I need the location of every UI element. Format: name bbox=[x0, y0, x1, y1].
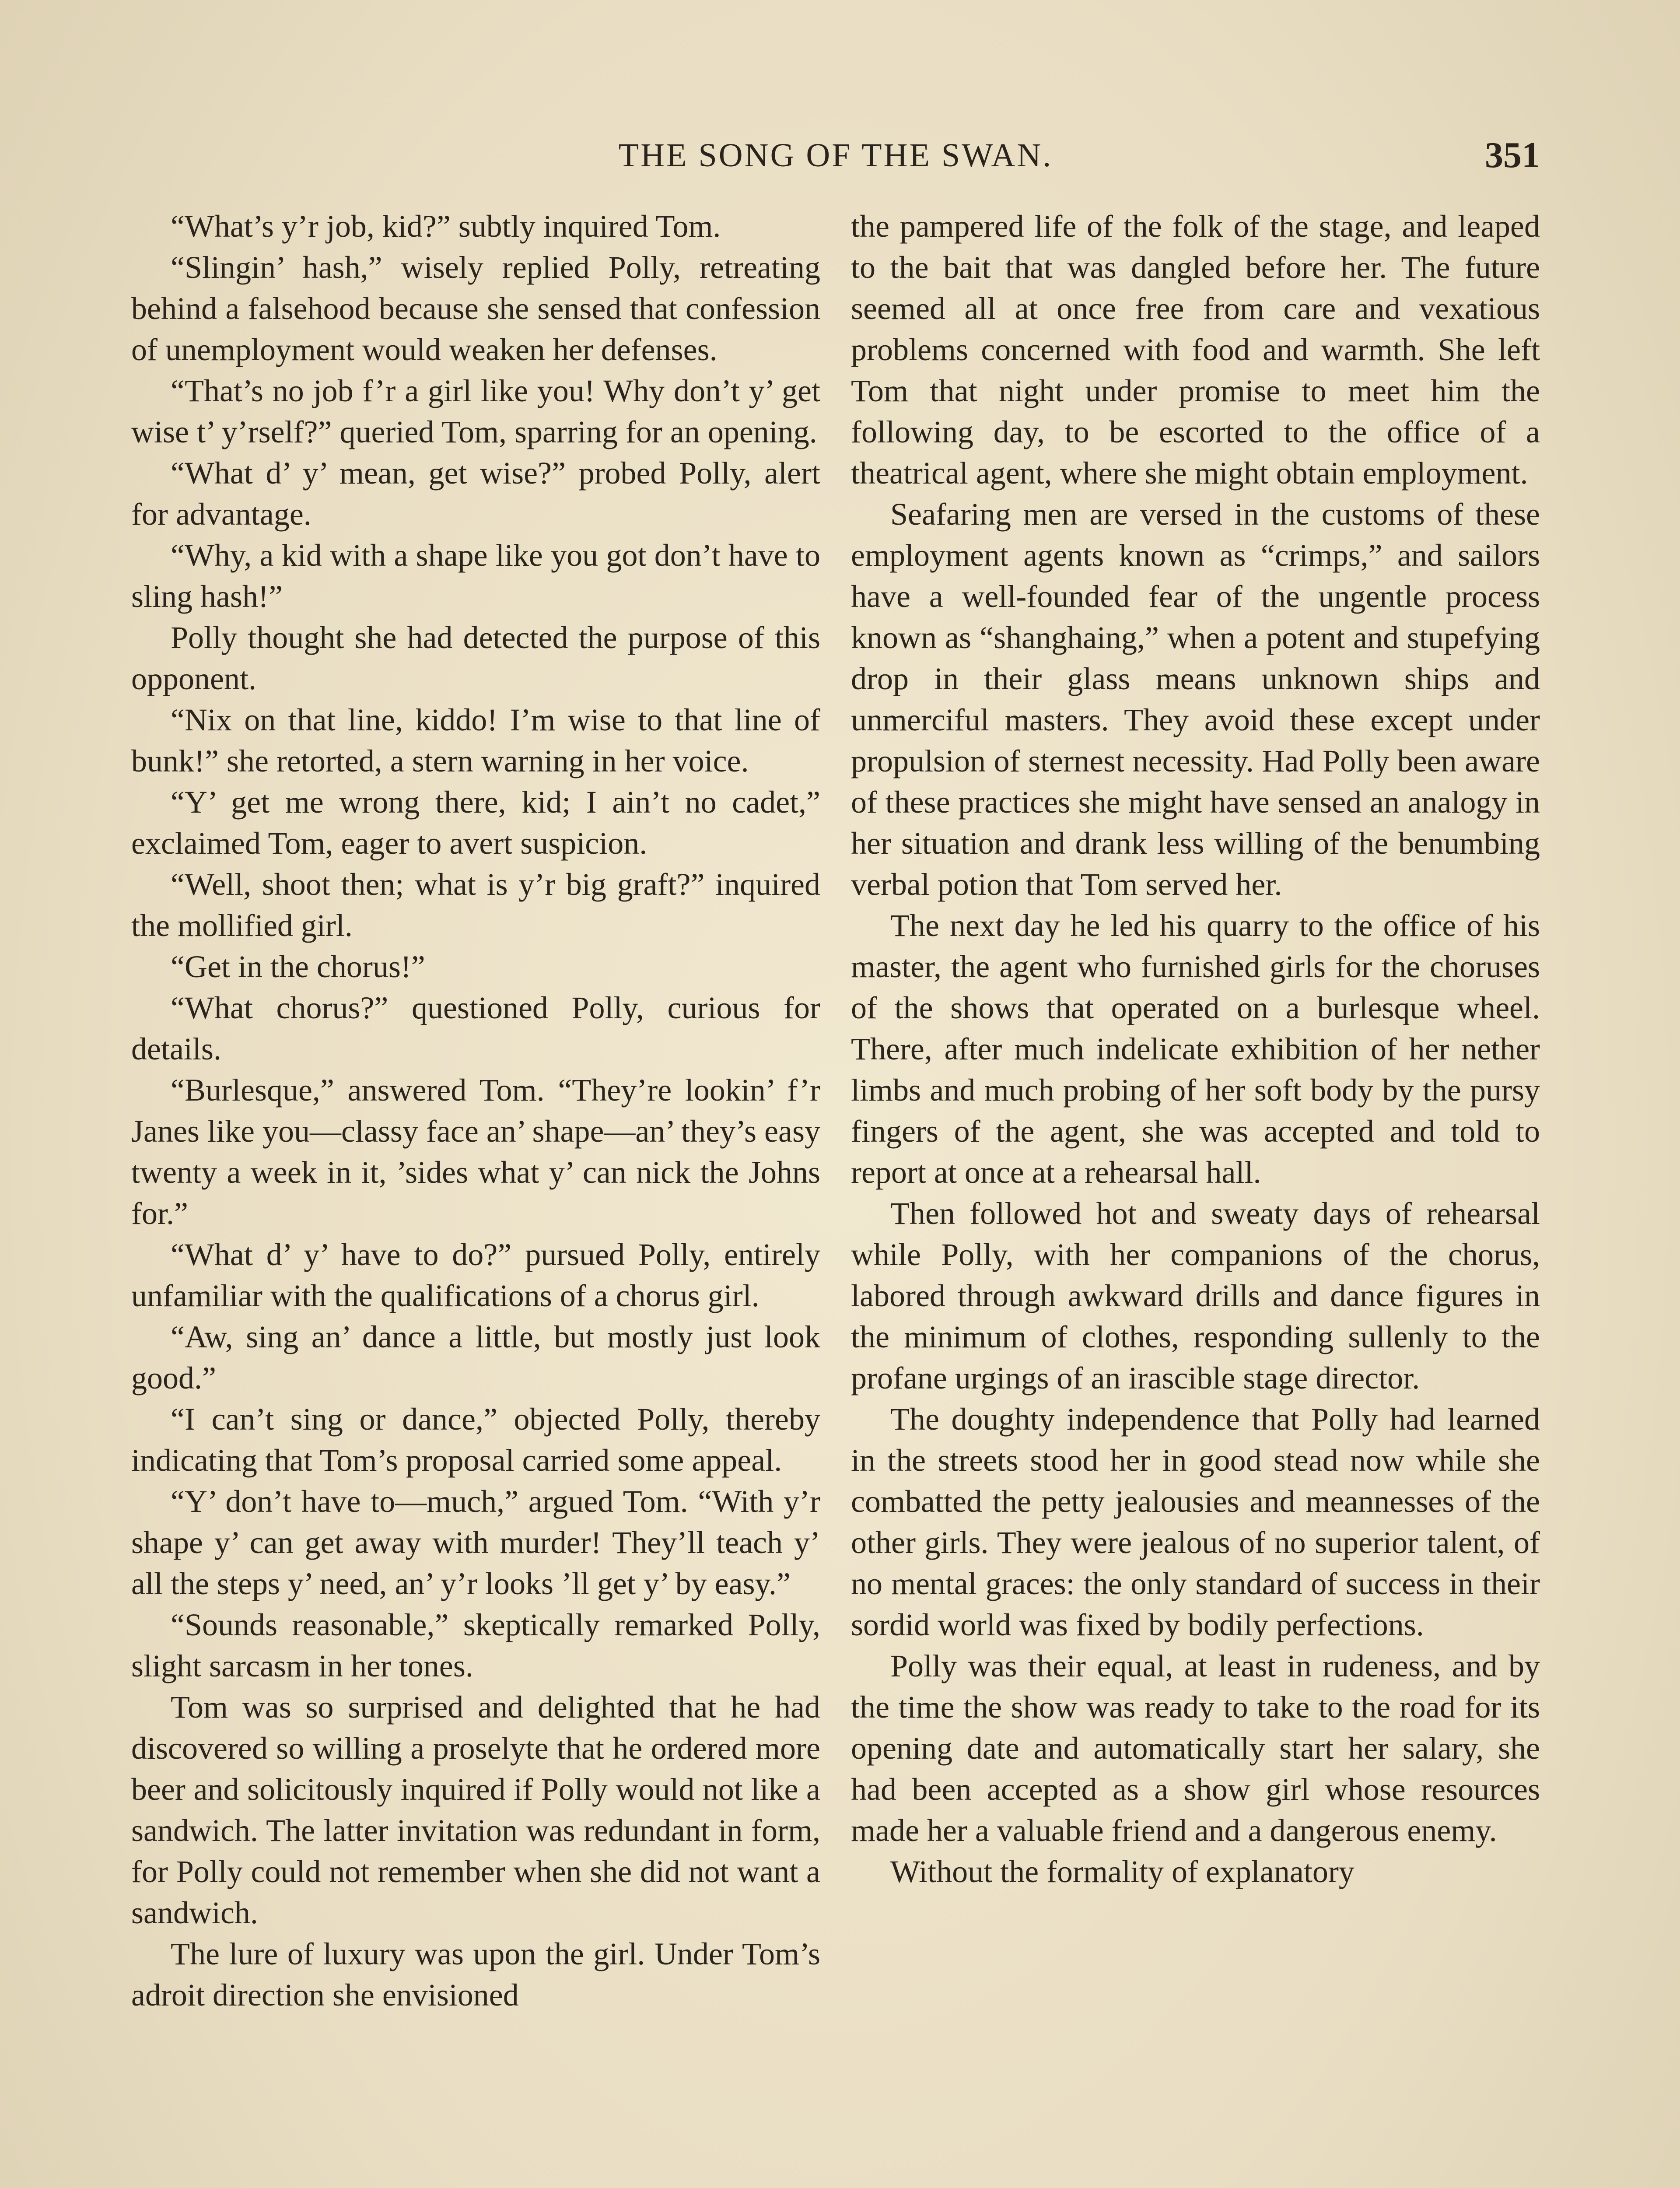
page-number: 351 bbox=[1485, 135, 1540, 175]
paragraph: “That’s no job f’r a girl like you! Why don’t y’ get wise t’ y’rself?” queried Tom, sparring for an opening. bbox=[131, 373, 820, 449]
paragraph: Polly was their equal, at least in rudeness, and by the time the show was ready to take to the road for its opening date and automatically start her salary, she had been accepted as a show girl whose resources made her a valuable friend and a dangerous enemy. bbox=[851, 1648, 1540, 1848]
paragraph: The lure of luxury was upon the girl. Under Tom’s adroit direction she envisioned bbox=[131, 1936, 820, 2013]
paragraph: “Sounds reasonable,” skeptically remarked Polly, slight sarcasm in her tones. bbox=[131, 1607, 820, 1683]
left-text-column bbox=[131, 206, 820, 2016]
paragraph: “Slingin’ hash,” wisely replied Polly, retreating behind a falsehood because she sensed that confession of unemployment would weaken her defenses. bbox=[131, 250, 820, 367]
paragraph: “What’s y’r job, kid?” subtly inquired Tom. bbox=[171, 209, 721, 244]
paragraph: “Burlesque,” answered Tom. “They’re lookin’ f’r Janes like you—classy face an’ shape—an’ they’s easy twenty a week in it, ’sides what y’ can nick the Johns for.” bbox=[131, 1073, 820, 1231]
paragraph: Tom was so surprised and delighted that he had discovered so willing a proselyte that he ordered more beer and solicitously inquired if Polly would not like a sandwich. The latter invitation was redundant in form, for Polly could not remember when she did not want a sandwich. bbox=[131, 1690, 820, 1930]
paragraph: Seafaring men are versed in the customs of these employment agents known as “crimps,” and sailors have a well-founded fear of the ungentle process known as “shanghaing,” when a potent and stupefying drop in their glass means unknown ships and unmerciful masters. They avoid these except under propulsion of sternest necessity. Had Polly been aware of these practices she might have sensed an analogy in her situation and drank less willing of the benumbing verbal potion that Tom served her. bbox=[851, 497, 1540, 902]
paragraph: Polly thought she had detected the purpose of this opponent. bbox=[131, 620, 820, 696]
paragraph: the pampered life of the folk of the stage, and leaped to the bait that was dangled before her. The future seemed all at once free from care and vexatious problems concerned with food and warmth. She left Tom that night under promise to meet him the following day, to be escorted to the office of a theatrical agent, where she might obtain employment. bbox=[851, 209, 1540, 491]
paragraph: “What d’ y’ mean, get wise?” probed Polly, alert for advantage. bbox=[131, 456, 820, 532]
paragraph: “Aw, sing an’ dance a little, but mostly just look good.” bbox=[131, 1319, 820, 1396]
running-title: THE SONG OF THE SWAN. bbox=[618, 137, 1053, 174]
right-text-column bbox=[851, 206, 1540, 1892]
paragraph: “What chorus?” questioned Polly, curious for details. bbox=[131, 990, 820, 1066]
paragraph: The next day he led his quarry to the office of his master, the agent who furnished girls for the choruses of the shows that operated on a burlesque wheel. There, after much indelicate exhibition of her nether limbs and much probing of her soft body by the pursy fingers of the agent, she was accepted and told to report at once at a rehearsal hall. bbox=[851, 908, 1540, 1190]
paragraph: “I can’t sing or dance,” objected Polly, thereby indicating that Tom’s proposal carried some appeal. bbox=[131, 1402, 820, 1478]
paragraph: Without the formality of explanatory bbox=[890, 1854, 1354, 1889]
paragraph: “Well, shoot then; what is y’r big graft?” inquired the mollified girl. bbox=[131, 867, 820, 943]
paragraph: “Get in the chorus!” bbox=[171, 949, 425, 984]
paragraph: “Y’ don’t have to—much,” argued Tom. “With y’r shape y’ can get away with murder! They’ll teach y’ all the steps y’ need, an’ y’r looks ’ll get y’ by easy.” bbox=[131, 1484, 820, 1601]
paragraph: The doughty independence that Polly had learned in the streets stood her in good stead now while she combatted the petty jealousies and meannesses of the other girls. They were jealous of no superior talent, of no mental graces: the only standard of success in their sordid world was fixed by bodily perfections. bbox=[851, 1402, 1540, 1642]
paragraph: Then followed hot and sweaty days of rehearsal while Polly, with her companions of the chorus, labored through awkward drills and dance figures in the minimum of clothes, responding sullenly to the profane urgings of an irascible stage director. bbox=[851, 1196, 1540, 1396]
paragraph: “Nix on that line, kiddo! I’m wise to that line of bunk!” she retorted, a stern warning in her voice. bbox=[131, 702, 820, 778]
paragraph: “Why, a kid with a shape like you got don’t have to sling hash!” bbox=[131, 538, 820, 614]
paragraph: “What d’ y’ have to do?” pursued Polly, entirely unfamiliar with the qualifications of a chorus girl. bbox=[131, 1237, 820, 1313]
page-header bbox=[131, 131, 1540, 179]
paragraph: “Y’ get me wrong there, kid; I ain’t no cadet,” exclaimed Tom, eager to avert suspicion. bbox=[131, 785, 820, 861]
